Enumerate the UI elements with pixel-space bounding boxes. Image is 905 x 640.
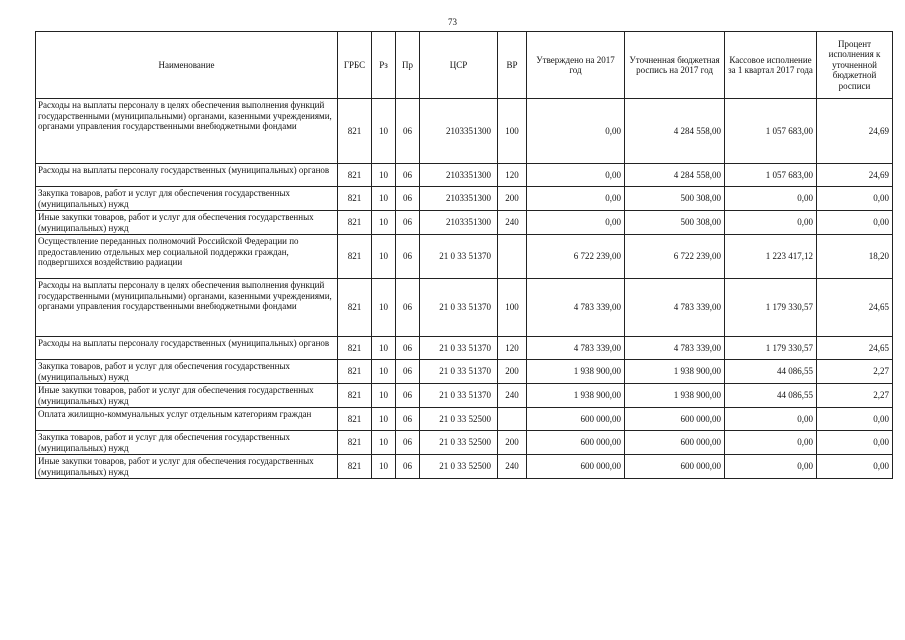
- table-cell-grbs: 821: [338, 279, 372, 337]
- table-cell-vr: 240: [498, 455, 527, 479]
- table-cell-name: Осуществление переданных полномочий Российской Федерации по предоставлению отдельных мер социальной поддержки граждан, подвергшихся воздействию радиации: [36, 235, 338, 279]
- page-number: 73: [448, 17, 457, 27]
- table-cell-refined: 6 722 239,00: [625, 235, 725, 279]
- table-cell-refined: 4 284 558,00: [625, 99, 725, 164]
- table-cell-approved: 0,00: [527, 211, 625, 235]
- table-cell-rz: 10: [372, 187, 396, 211]
- table-cell-pr: 06: [396, 337, 420, 360]
- table-cell-approved: 0,00: [527, 99, 625, 164]
- table-cell-cash: 1 057 683,00: [725, 99, 817, 164]
- table-cell-pr: 06: [396, 384, 420, 408]
- table-cell-csr: 2103351300: [420, 211, 498, 235]
- table-row: [36, 384, 893, 408]
- table-cell-csr: 21 0 33 52500: [420, 455, 498, 479]
- table-cell-vr: 240: [498, 211, 527, 235]
- table-cell-percent: 0,00: [817, 455, 893, 479]
- table-cell-approved: 1 938 900,00: [527, 384, 625, 408]
- table-cell-refined: 4 783 339,00: [625, 337, 725, 360]
- table-cell-csr: 21 0 33 51370: [420, 337, 498, 360]
- table-cell-approved: 0,00: [527, 164, 625, 187]
- table-cell-grbs: 821: [338, 337, 372, 360]
- table-cell-name: Расходы на выплаты персоналу государственных (муниципальных) органов: [36, 337, 338, 360]
- table-cell-grbs: 821: [338, 360, 372, 384]
- table-cell-percent: 24,65: [817, 337, 893, 360]
- header-approved: Утверждено на 2017 год: [527, 32, 625, 99]
- table-cell-cash: 1 223 417,12: [725, 235, 817, 279]
- header-csr: ЦСР: [420, 32, 498, 99]
- table-cell-vr: [498, 408, 527, 431]
- table-row: [36, 211, 893, 235]
- table-cell-name: Иные закупки товаров, работ и услуг для обеспечения государственных (муниципальных) нужд: [36, 384, 338, 408]
- table-cell-name: Закупка товаров, работ и услуг для обеспечения государственных (муниципальных) нужд: [36, 360, 338, 384]
- table-cell-rz: 10: [372, 431, 396, 455]
- table-cell-pr: 06: [396, 187, 420, 211]
- table-cell-csr: 21 0 33 52500: [420, 431, 498, 455]
- table-cell-vr: [498, 235, 527, 279]
- table-cell-percent: 2,27: [817, 384, 893, 408]
- table-cell-pr: 06: [396, 408, 420, 431]
- table-cell-cash: 44 086,55: [725, 360, 817, 384]
- table-cell-grbs: 821: [338, 211, 372, 235]
- budget-table: [35, 31, 893, 479]
- header-row: [36, 32, 893, 99]
- table-cell-csr: 21 0 33 52500: [420, 408, 498, 431]
- header-rz: Рз: [372, 32, 396, 99]
- table-cell-grbs: 821: [338, 99, 372, 164]
- table-cell-name: Закупка товаров, работ и услуг для обеспечения государственных (муниципальных) нужд: [36, 431, 338, 455]
- table-cell-rz: 10: [372, 211, 396, 235]
- table-cell-pr: 06: [396, 455, 420, 479]
- header-cash: Кассовое исполнение за 1 квартал 2017 года: [725, 32, 817, 99]
- table-cell-rz: 10: [372, 99, 396, 164]
- table-cell-percent: 0,00: [817, 211, 893, 235]
- table-cell-percent: 18,20: [817, 235, 893, 279]
- header-refined: Уточненная бюджетная роспись на 2017 год: [625, 32, 725, 99]
- table-cell-pr: 06: [396, 99, 420, 164]
- table-cell-vr: 200: [498, 360, 527, 384]
- table-cell-cash: 1 179 330,57: [725, 279, 817, 337]
- table-cell-csr: 21 0 33 51370: [420, 384, 498, 408]
- header-percent: Процент исполнения к уточненной бюджетной росписи: [817, 32, 893, 99]
- table-cell-percent: 24,65: [817, 279, 893, 337]
- header-pr: Пр: [396, 32, 420, 99]
- table-cell-percent: 0,00: [817, 431, 893, 455]
- table-cell-percent: 0,00: [817, 408, 893, 431]
- table-cell-approved: 6 722 239,00: [527, 235, 625, 279]
- table-cell-percent: 2,27: [817, 360, 893, 384]
- table-cell-name: Иные закупки товаров, работ и услуг для обеспечения государственных (муниципальных) нужд: [36, 455, 338, 479]
- table-cell-csr: 21 0 33 51370: [420, 279, 498, 337]
- table-cell-cash: 0,00: [725, 187, 817, 211]
- table-cell-approved: 600 000,00: [527, 431, 625, 455]
- table-cell-grbs: 821: [338, 187, 372, 211]
- table-cell-cash: 1 179 330,57: [725, 337, 817, 360]
- table-cell-rz: 10: [372, 164, 396, 187]
- table-cell-grbs: 821: [338, 235, 372, 279]
- table-cell-vr: 120: [498, 164, 527, 187]
- table-cell-name: Оплата жилищно-коммунальных услуг отдельным категориям граждан: [36, 408, 338, 431]
- table-cell-approved: 4 783 339,00: [527, 337, 625, 360]
- table-cell-cash: 44 086,55: [725, 384, 817, 408]
- table-cell-grbs: 821: [338, 408, 372, 431]
- table-cell-approved: 1 938 900,00: [527, 360, 625, 384]
- table-cell-csr: 2103351300: [420, 164, 498, 187]
- table-cell-cash: 1 057 683,00: [725, 164, 817, 187]
- table-cell-approved: 4 783 339,00: [527, 279, 625, 337]
- table-cell-pr: 06: [396, 431, 420, 455]
- header-grbs: ГРБС: [338, 32, 372, 99]
- table-cell-rz: 10: [372, 235, 396, 279]
- table-row: [36, 235, 893, 279]
- table-cell-name: Иные закупки товаров, работ и услуг для обеспечения государственных (муниципальных) нужд: [36, 211, 338, 235]
- table-cell-percent: 24,69: [817, 99, 893, 164]
- table-cell-rz: 10: [372, 384, 396, 408]
- table-cell-approved: 0,00: [527, 187, 625, 211]
- header-vr: ВР: [498, 32, 527, 99]
- table-row: [36, 337, 893, 360]
- table-row: [36, 99, 893, 164]
- table-cell-refined: 600 000,00: [625, 455, 725, 479]
- table-row: [36, 164, 893, 187]
- table-cell-name: Закупка товаров, работ и услуг для обеспечения государственных (муниципальных) нужд: [36, 187, 338, 211]
- table-cell-vr: 120: [498, 337, 527, 360]
- table-cell-vr: 200: [498, 187, 527, 211]
- table-cell-percent: 24,69: [817, 164, 893, 187]
- table-cell-pr: 06: [396, 279, 420, 337]
- table-cell-grbs: 821: [338, 164, 372, 187]
- table-cell-refined: 600 000,00: [625, 431, 725, 455]
- table-cell-cash: 0,00: [725, 431, 817, 455]
- table-cell-pr: 06: [396, 164, 420, 187]
- table-cell-cash: 0,00: [725, 408, 817, 431]
- table-row: [36, 360, 893, 384]
- table-cell-pr: 06: [396, 235, 420, 279]
- table-cell-rz: 10: [372, 408, 396, 431]
- table-row: [36, 455, 893, 479]
- table-cell-grbs: 821: [338, 455, 372, 479]
- table-cell-vr: 100: [498, 279, 527, 337]
- table-cell-grbs: 821: [338, 431, 372, 455]
- table-row: [36, 431, 893, 455]
- table-cell-rz: 10: [372, 279, 396, 337]
- table-cell-rz: 10: [372, 360, 396, 384]
- table-cell-pr: 06: [396, 360, 420, 384]
- header-name: Наименование: [36, 32, 338, 99]
- table-cell-csr: 2103351300: [420, 187, 498, 211]
- table-cell-name: Расходы на выплаты персоналу государственных (муниципальных) органов: [36, 164, 338, 187]
- table-cell-cash: 0,00: [725, 211, 817, 235]
- table-cell-approved: 600 000,00: [527, 408, 625, 431]
- table-cell-refined: 500 308,00: [625, 187, 725, 211]
- table-cell-csr: 21 0 33 51370: [420, 235, 498, 279]
- table-cell-csr: 21 0 33 51370: [420, 360, 498, 384]
- table-cell-grbs: 821: [338, 384, 372, 408]
- table-row: [36, 187, 893, 211]
- table-cell-rz: 10: [372, 337, 396, 360]
- table-cell-refined: 4 284 558,00: [625, 164, 725, 187]
- table-cell-name: Расходы на выплаты персоналу в целях обеспечения выполнения функций государственными (муниципальными) органами, казенными учреждениями, органами управления государственными внебюджетными фондами: [36, 99, 338, 164]
- table-cell-refined: 1 938 900,00: [625, 360, 725, 384]
- table-cell-vr: 100: [498, 99, 527, 164]
- table-cell-pr: 06: [396, 211, 420, 235]
- table-row: [36, 408, 893, 431]
- table-cell-cash: 0,00: [725, 455, 817, 479]
- table-cell-refined: 500 308,00: [625, 211, 725, 235]
- table-cell-name: Расходы на выплаты персоналу в целях обеспечения выполнения функций государственными (муниципальными) органами, казенными учреждениями, органами управления государственными внебюджетными фондами: [36, 279, 338, 337]
- table-cell-vr: 240: [498, 384, 527, 408]
- table-cell-csr: 2103351300: [420, 99, 498, 164]
- table-cell-approved: 600 000,00: [527, 455, 625, 479]
- table-row: [36, 279, 893, 337]
- table-cell-refined: 600 000,00: [625, 408, 725, 431]
- table-cell-percent: 0,00: [817, 187, 893, 211]
- table-cell-refined: 1 938 900,00: [625, 384, 725, 408]
- table-cell-vr: 200: [498, 431, 527, 455]
- table-cell-refined: 4 783 339,00: [625, 279, 725, 337]
- table-cell-rz: 10: [372, 455, 396, 479]
